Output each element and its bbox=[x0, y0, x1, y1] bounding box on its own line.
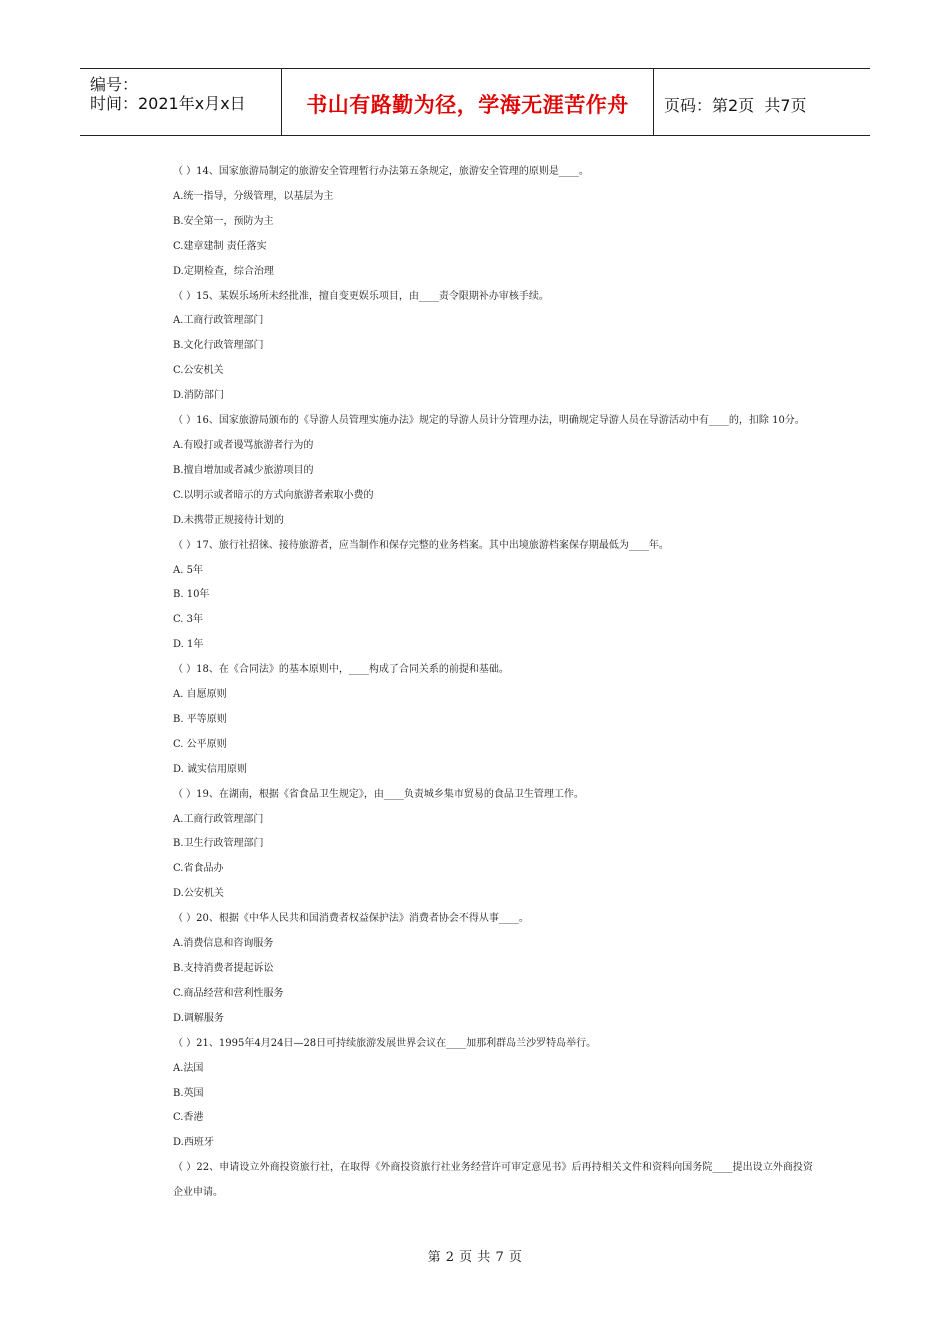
question-option: A.有殴打或者谩骂旅游者行为的 bbox=[173, 439, 314, 451]
question-stem: （ ）14、国家旅游局制定的旅游安全管理暂行办法第五条规定，旅游安全管理的原则是____。 bbox=[173, 166, 589, 177]
question-option: B.卫生行政管理部门 bbox=[173, 838, 264, 850]
question-option: C.建章建制 责任落实 bbox=[173, 240, 267, 252]
page-footer bbox=[0, 1246, 950, 1265]
question-option: B.安全第一，预防为主 bbox=[173, 215, 274, 227]
question-option: B.支持消费者提起诉讼 bbox=[173, 963, 274, 974]
header-meta-cell bbox=[80, 69, 282, 135]
question-option: A.工商行政管理部门 bbox=[173, 813, 264, 825]
question-option: A.消费信息和咨询服务 bbox=[173, 938, 274, 950]
question-stem: （ ）22、申请设立外商投资旅行社，在取得《外商投资旅行社业务经营许可审定意见书》后再持相关文件和资料向国务院____提出设立外商投资企业申请。 bbox=[173, 1162, 813, 1199]
question-option: D.西班牙 bbox=[173, 1137, 214, 1149]
question-option: A. 5年 bbox=[173, 564, 203, 576]
question-stem: （ ）19、在湖南，根据《省食品卫生规定》，由____负责城乡集市贸易的食品卫生管理工作。 bbox=[173, 788, 584, 800]
header-page-info: 页码：第2页 共7页 bbox=[664, 95, 807, 115]
question-list bbox=[173, 160, 813, 1206]
question-option: A.统一指导，分级管理，以基层为主 bbox=[173, 190, 334, 202]
header-motto-cell bbox=[282, 69, 654, 135]
question-option: D.公安机关 bbox=[173, 888, 224, 900]
question-stem: （ ）18、在《合同法》的基本原则中，____构成了合同关系的前提和基础。 bbox=[173, 664, 509, 676]
question-option: C.省食品办 bbox=[173, 863, 224, 875]
question-option: D.定期检查，综合治理 bbox=[173, 265, 274, 277]
question-stem: （ ）16、国家旅游局颁布的《导游人员管理实施办法》规定的导游人员计分管理办法，明确规定导游人员在导游活动中有____的，扣除 10分。 bbox=[173, 415, 805, 427]
question-option: C.公安机关 bbox=[173, 365, 224, 377]
question-stem: （ ）15、某娱乐场所未经批准，擅自变更娱乐项目，由____责令限期补办审核手续。 bbox=[173, 290, 549, 302]
question-option: C.商品经营和营利性服务 bbox=[173, 987, 284, 999]
question-option: C.香港 bbox=[173, 1112, 204, 1124]
question-option: C.以明示或者暗示的方式向旅游者索取小费的 bbox=[173, 489, 374, 501]
question-option: D.调解服务 bbox=[173, 1012, 224, 1024]
header-page-cell bbox=[654, 71, 870, 137]
question-option: A.法国 bbox=[173, 1062, 204, 1074]
question-option: B. 10年 bbox=[173, 589, 210, 601]
question-option: D.未携带正规接待计划的 bbox=[173, 514, 284, 526]
page-header bbox=[80, 68, 870, 136]
question-option: A. 自愿原则 bbox=[173, 689, 227, 701]
question-option: C. 公平原则 bbox=[173, 738, 227, 750]
question-option: B. 平等原则 bbox=[173, 713, 227, 725]
question-option: D. 诚实信用原则 bbox=[173, 763, 248, 775]
question-option: A.工商行政管理部门 bbox=[173, 315, 264, 327]
footer-page-number: 第 2 页 共 7 页 bbox=[427, 1250, 523, 1265]
question-option: D.消防部门 bbox=[173, 390, 224, 402]
question-stem: （ ）21、1995年4月24日—28日可持续旅游发展世界会议在____加那利群岛兰沙罗特岛举行。 bbox=[173, 1037, 597, 1049]
document-date-label: 时间：2021年x月x日 bbox=[90, 94, 246, 113]
question-option: B.文化行政管理部门 bbox=[173, 340, 264, 352]
question-option: D. 1年 bbox=[173, 639, 204, 651]
question-option: B.英国 bbox=[173, 1087, 204, 1099]
question-stem: （ ）20、根据《中华人民共和国消费者权益保护法》消费者协会不得从事____。 bbox=[173, 913, 529, 925]
question-option: B.擅自增加或者减少旅游项目的 bbox=[173, 464, 314, 476]
document-number-label: 编号： bbox=[90, 75, 139, 94]
question-stem: （ ）17、旅行社招徕、接待旅游者，应当制作和保存完整的业务档案。其中出境旅游档案保存期最低为____年。 bbox=[173, 539, 669, 551]
header-motto: 书山有路勤为径，学海无涯苦作舟 bbox=[306, 93, 629, 117]
question-option: C. 3年 bbox=[173, 614, 204, 626]
